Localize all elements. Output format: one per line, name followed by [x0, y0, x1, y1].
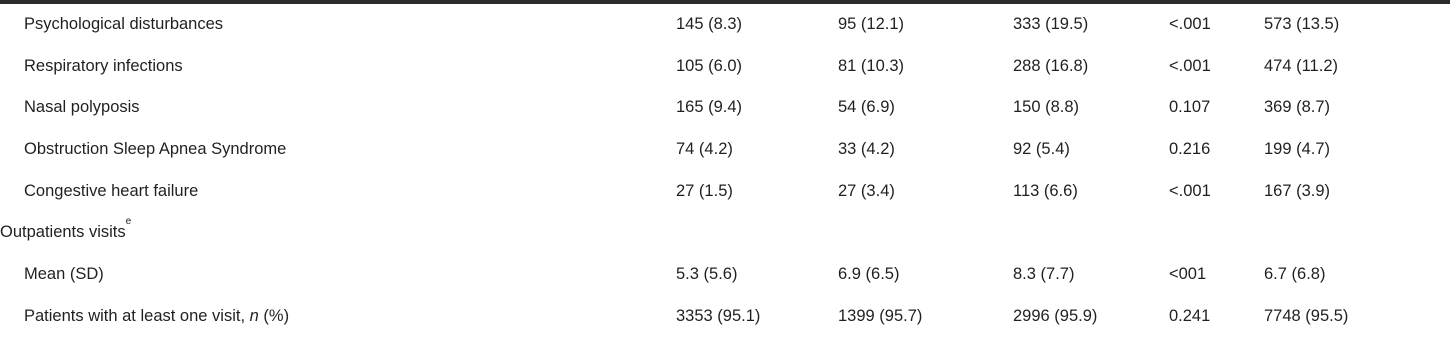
- section-header-row: [0, 212, 1450, 254]
- cell-group3: 150 (8.8): [1013, 98, 1080, 117]
- cell-group3: 92 (5.4): [1013, 140, 1070, 159]
- cell-group1: 74 (4.2): [676, 140, 733, 159]
- cell-p-value: <.001: [1169, 181, 1211, 200]
- cell-group3: 113 (6.6): [1013, 181, 1078, 200]
- cell-group1: 5.3 (5.6): [676, 265, 738, 284]
- cell-p-value: 0.241: [1169, 306, 1211, 325]
- cell-group1: 27 (1.5): [676, 181, 733, 200]
- table-row: [0, 296, 1450, 338]
- section-label: [0, 212, 131, 254]
- cell-total: 573 (13.5): [1264, 15, 1340, 33]
- row-label: Mean (SD): [24, 265, 104, 284]
- cell-p-value: 0.107: [1169, 98, 1211, 117]
- table-row: [0, 171, 1450, 213]
- section-label-text: Outpatients visits: [0, 223, 126, 242]
- row-label: Psychological disturbances: [24, 15, 224, 33]
- table-row: [0, 87, 1450, 129]
- cell-total: 167 (3.9): [1264, 181, 1331, 200]
- footnote-marker: e: [125, 215, 132, 227]
- table-row: [0, 46, 1450, 88]
- cell-group1: 105 (6.0): [676, 56, 743, 75]
- cell-group2: 1399 (95.7): [838, 306, 923, 325]
- cell-group3: 2996 (95.9): [1013, 306, 1098, 325]
- cell-group1: 3353 (95.1): [676, 306, 761, 325]
- table-row: [0, 254, 1450, 296]
- row-label-pre: Patients with at least one visit,: [24, 306, 250, 325]
- row-label: Respiratory infections: [24, 56, 183, 75]
- cell-group1: 145 (8.3): [676, 15, 743, 33]
- cell-total: 369 (8.7): [1264, 98, 1331, 117]
- table-row: [0, 129, 1450, 171]
- cell-group3: 8.3 (7.7): [1013, 265, 1075, 284]
- cell-group1: 165 (9.4): [676, 98, 743, 117]
- row-label: Obstruction Sleep Apnea Syndrome: [24, 140, 287, 159]
- cell-p-value: <001: [1169, 265, 1207, 284]
- cell-group3: 288 (16.8): [1013, 56, 1089, 75]
- row-label: [24, 296, 289, 338]
- cell-group2: 6.9 (6.5): [838, 265, 900, 284]
- cell-group2: 54 (6.9): [838, 98, 895, 117]
- cell-group3: 333 (19.5): [1013, 15, 1089, 33]
- cell-total: 6.7 (6.8): [1264, 265, 1326, 284]
- cell-p-value: 0.216: [1169, 140, 1211, 159]
- table-row: [0, 4, 1450, 46]
- row-label: Congestive heart failure: [24, 181, 199, 200]
- cell-group2: 33 (4.2): [838, 140, 895, 159]
- row-label: Nasal polyposis: [24, 98, 140, 117]
- cell-group2: 81 (10.3): [838, 56, 905, 75]
- row-label-post: (%): [258, 306, 290, 325]
- cell-total: 474 (11.2): [1264, 56, 1338, 75]
- cell-total: 199 (4.7): [1264, 140, 1331, 159]
- cell-group2: 27 (3.4): [838, 181, 895, 200]
- cell-p-value: <.001: [1169, 56, 1211, 75]
- row-label-italic: n: [249, 306, 259, 325]
- data-table: [0, 4, 1450, 338]
- cell-group2: 95 (12.1): [838, 15, 905, 33]
- cell-p-value: <.001: [1169, 15, 1211, 33]
- cell-total: 7748 (95.5): [1264, 306, 1349, 325]
